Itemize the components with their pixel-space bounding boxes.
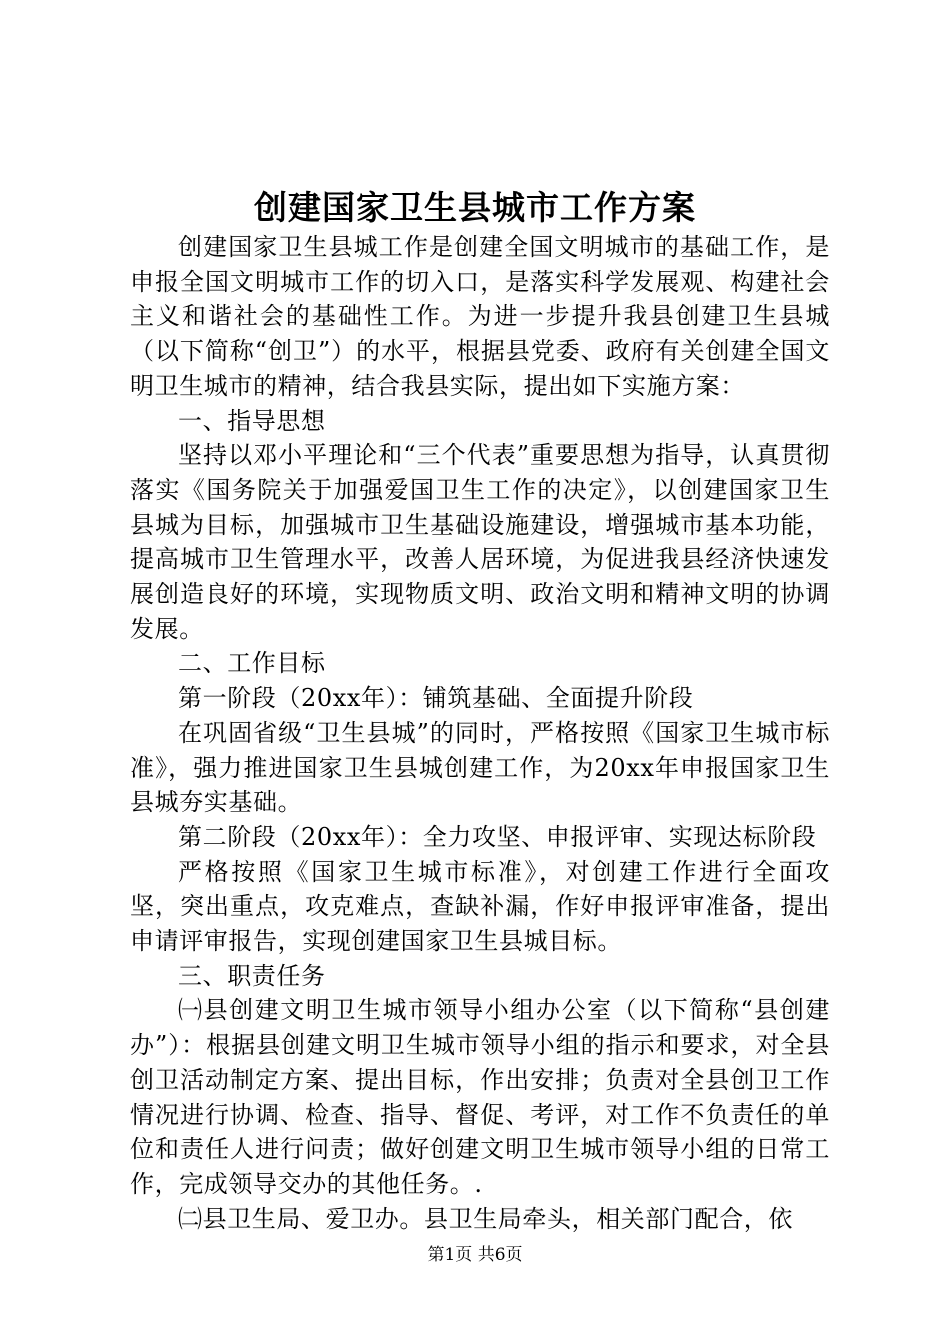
paragraph-guiding-ideology: 坚持以邓小平理论和“三个代表”重要思想为指导，认真贯彻落实《国务院关于加强爱国卫生工作的决定》，以创建国家卫生县城为目标，加强城市卫生基础设施建设，增强城市基本功能，提高城市卫生管理水平，改善人居环境，为促进我县经济快速发展创造良好的环境，实现物质文明、政治文明和精神文明的协调发展。 xyxy=(130,441,830,643)
stage-two-heading: 第二阶段（20xx年）：全力攻坚、申报评审、实现达标阶段 xyxy=(178,822,817,851)
paragraph-responsibility-2: ㈡县卫生局、爱卫办。县卫生局牵头，相关部门配合，依 xyxy=(178,1204,793,1233)
paragraph-stage-two: 严格按照《国家卫生城市标准》，对创建工作进行全面攻坚，突出重点，攻克难点，查缺补漏，作好申报评审准备，提出申请评审报告，实现创建国家卫生县城目标。 xyxy=(130,857,830,956)
document-title: 创建国家卫生县城市工作方案 xyxy=(254,188,696,227)
section-heading-responsibilities: 三、职责任务 xyxy=(178,961,326,990)
page-footer: 第1页 共6页 xyxy=(427,1245,523,1265)
paragraph-responsibility-1: ㈠县创建文明卫生城市领导小组办公室（以下简称“县创建办”）：根据县创建文明卫生城市领导小组的指示和要求，对全县创卫活动制定方案、提出目标，作出安排；负责对全县创卫工作情况进行协调、检查、指导、督促、考评，对工作不负责任的单位和责任人进行问责；做好创建文明卫生城市领导小组的日常工作，完成领导交办的其他任务。. xyxy=(130,996,830,1198)
document-body xyxy=(130,230,830,1236)
section-heading-guiding-ideology: 一、指导思想 xyxy=(178,406,326,435)
section-heading-work-goals: 二、工作目标 xyxy=(178,649,326,678)
paragraph-intro: 创建国家卫生县城工作是创建全国文明城市的基础工作，是申报全国文明城市工作的切入口，是落实科学发展观、构建社会主义和谐社会的基础性工作。为进一步提升我县创建卫生县城（以下简称“创卫”）的水平，根据县党委、政府有关创建全国文明卫生城市的精神，结合我县实际，提出如下实施方案： xyxy=(130,233,830,400)
stage-one-heading: 第一阶段（20xx年）：铺筑基础、全面提升阶段 xyxy=(178,684,694,713)
paragraph-stage-one: 在巩固省级“卫生县城”的同时，严格按照《国家卫生城市标准》，强力推进国家卫生县城创建工作，为20xx年申报国家卫生县城夯实基础。 xyxy=(130,718,830,817)
